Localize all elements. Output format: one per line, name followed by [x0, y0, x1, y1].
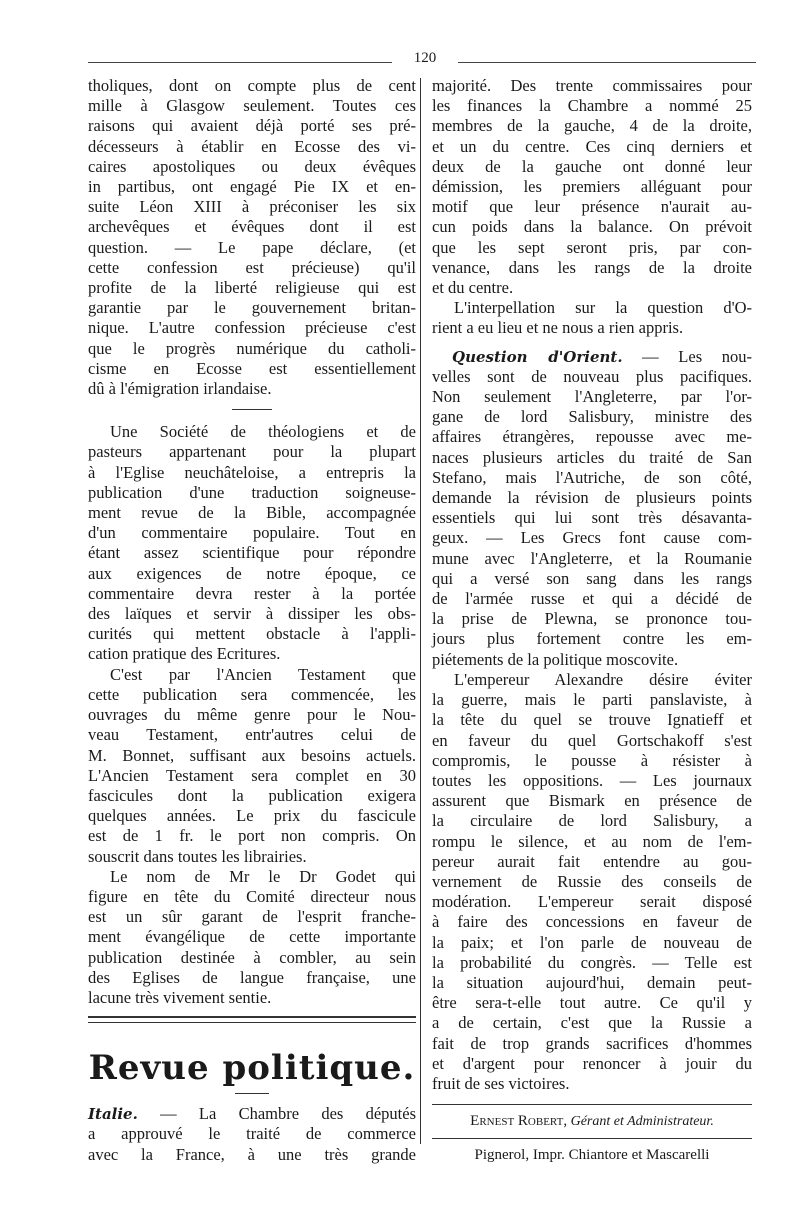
text-line: L'empereur Alexandre désire éviter [454, 669, 752, 689]
printer-rule [432, 1138, 752, 1139]
text-line: démission, les premiers alléguant pour [432, 177, 752, 197]
text-line: étant assez scientifique pour répondre [88, 543, 416, 563]
orient-line: gane de lord Salisbury, ministre des [432, 407, 752, 427]
orient-line: naces plusieurs articles du traité de San [432, 447, 752, 467]
printer-line: Pignerol, Impr. Chiantore et Mascarelli [474, 1147, 710, 1164]
orient-line: la prise de Plewna, se prononce tou- [432, 609, 752, 629]
text-line: in partibus, ont engagé Pie IX et en- [88, 177, 416, 197]
orient-line: — Les nou- [622, 346, 752, 366]
text-line: dû à l'émigration irlandaise. [88, 379, 272, 399]
text-line: Une Société de théologiens et de [110, 422, 416, 442]
orient-line: demande la révision de plusieurs points [432, 488, 752, 508]
text-line: fruit de ses victoires. [432, 1073, 570, 1093]
text-line: curités qui mettent obstacle à l'appli- [88, 624, 416, 644]
text-line: ment revue de la Bible, accompagnée [88, 503, 416, 523]
italie-line: a approuvé le traité de commerce [88, 1124, 416, 1144]
text-line: mille à Glasgow seulement. Toutes ces [88, 96, 416, 116]
signature [432, 1111, 752, 1132]
text-line: à l'Eglise neuchâteloise, a entrepris la [88, 462, 416, 482]
section-separator [232, 409, 272, 410]
text-line: motif que leur présence n'aurait au- [432, 197, 752, 217]
text-line: profite de la liberté religieuse qui est [88, 278, 416, 298]
orient-label: Question d'Orient. [452, 347, 623, 366]
text-line: commentaire devra rester à la portée [88, 583, 416, 603]
text-line: suite Léon XIII à préconiser les six [88, 197, 416, 217]
text-line: cun poids dans la balance. On prévoit [432, 217, 752, 237]
left-column [88, 76, 416, 1165]
signature-name: Ernest Robert, [470, 1113, 568, 1130]
text-line: a de certain, c'est que la Russie a [432, 1013, 752, 1033]
text-line: tholiques, dont on compte plus de cent [88, 76, 416, 95]
text-line: la probabilité du congrès. — Telle est [432, 952, 752, 972]
text-line: des laïques et servir à dissiper les obs- [88, 604, 416, 624]
orient-line: de l'armée russe et qui a décidé de [432, 589, 752, 609]
text-line: des Eglises de langue française, une [88, 967, 416, 987]
text-line: figure en tête du Comité directeur nous [88, 886, 416, 906]
text-line: L'interpellation sur la question d'O- [454, 298, 752, 318]
column-divider [420, 78, 421, 1144]
text-line: fascicules dont la publication exigera [88, 785, 416, 805]
title-rule [235, 1093, 269, 1094]
orient-line: velles sont de nouveau plus pacifiques. [432, 366, 752, 386]
paragraph-alexandre [432, 670, 752, 1094]
section-title: Revue politique. [88, 1048, 416, 1089]
paragraph-orient [432, 347, 752, 670]
italie-line: — La Chambre des députés [137, 1104, 416, 1124]
paragraph-bible-translation [88, 422, 416, 664]
text-line: Le nom de Mr le Dr Godet qui [110, 866, 416, 886]
text-line: en faveur du quel Gortschakoff s'est [432, 730, 752, 750]
text-line: nique. L'autre confession précieuse c'est [88, 318, 416, 338]
italie-label: Italie. [88, 1105, 138, 1124]
text-line: cisme en Ecosse est essentiellement [88, 358, 416, 378]
text-line: que les sept seront pris, par con- [432, 237, 752, 257]
text-line: la situation aujourd'hui, demain peut- [432, 972, 752, 992]
text-line: assurent que Bismark en présence de [432, 791, 752, 811]
text-line: modération. L'empereur serait disposé [432, 892, 752, 912]
text-line: rompu le silence, et au nom de l'em- [432, 831, 752, 851]
paragraph-scotland [88, 76, 416, 399]
orient-line: essentiels qui lui sont très désavanta- [432, 508, 752, 528]
text-line: vernement de Russie des conseils de [432, 871, 752, 891]
signature-role: Gérant et Administrateur. [567, 1114, 714, 1130]
double-rule [88, 1016, 416, 1023]
text-line: publication destinée à combler, au sein [88, 947, 416, 967]
orient-line: jours plus fortement contre les em- [432, 629, 752, 649]
text-line: toutes les oppositions. — Les journaux [432, 770, 752, 790]
italie-line: avec la France, à une très grande [88, 1144, 416, 1164]
text-line: aux exigences de notre époque, ce [88, 563, 416, 583]
text-line: cette confession est précieuse) qu'il [88, 257, 416, 277]
text-line: est un sûr garant de l'esprit franche- [88, 907, 416, 927]
text-line: question. — Le pape déclare, (et [88, 237, 416, 257]
orient-line: affaires étrangères, repousse avec me- [432, 427, 752, 447]
text-line: pereur aurait fait entendre au gou- [432, 851, 752, 871]
orient-line: Non seulement l'Angleterre, par l'or- [432, 387, 752, 407]
text-line: cation pratique des Ecritures. [88, 644, 281, 664]
text-line: souscrit dans toutes les librairies. [88, 846, 307, 866]
text-line: et du centre. [432, 278, 514, 298]
text-line: L'Ancien Testament sera complet en 30 [88, 765, 416, 785]
text-line: et d'argent pour renoncer à jouir du [432, 1053, 752, 1073]
text-line: la circulaire de lord Salisbury, a [432, 811, 752, 831]
text-line: rient a eu lieu et ne nous a rien appris. [432, 318, 684, 338]
text-line: décesseurs à établir en Ecosse des vi- [88, 136, 416, 156]
orient-line: mune avec l'Angleterre, et la Roumanie [432, 548, 752, 568]
orient-line: piétements de la politique moscovite. [432, 649, 679, 669]
text-line: publication d'une traduction soigneuse- [88, 482, 416, 502]
text-line: venance, dans les rangs de la droite [432, 257, 752, 277]
text-line: fait de trop grands sacrifices d'hommes [432, 1033, 752, 1053]
text-line: les finances la Chambre a nommé 25 [432, 96, 752, 116]
orient-line: geux. — Les Grecs font cause com- [432, 528, 752, 548]
paragraph-italie [88, 1104, 416, 1165]
text-line: compromis, le pousse à résister à [432, 750, 752, 770]
text-line: d'un commentaire populaire. Tout en [88, 523, 416, 543]
paragraph-chamber [432, 76, 752, 298]
paragraph-ancient-testament [88, 665, 416, 867]
text-line: quelques années. Le prix du fascicule [88, 806, 416, 826]
text-line: pasteurs appartenant pour la plupart [88, 442, 416, 462]
text-line: être sera-t-elle tout autre. Ce qu'il y [432, 993, 752, 1013]
text-line: garantie par le gouvernement britan- [88, 298, 416, 318]
text-line: la paix; et l'on parle de nouveau de [432, 932, 752, 952]
text-line: M. Bonnet, suffisant aux besoins actuels. [88, 745, 416, 765]
text-line: membres de la gauche, 4 de la droite, [432, 116, 752, 136]
text-line: veau Testament, entr'autres celui de [88, 725, 416, 745]
right-column [432, 76, 752, 1165]
text-line: et un du centre. Ces cinq derniers et [432, 136, 752, 156]
text-line: archevêques et évêques dont il est [88, 217, 416, 237]
orient-line: Stefano, mais l'Autriche, de son côté, [432, 467, 752, 487]
text-line: la tête du quel se trouve Ignatieff et [432, 710, 752, 730]
text-line: ment évangélique de cette importante [88, 927, 416, 947]
text-line: caires apostoliques ou deux évêques [88, 156, 416, 176]
text-line: lacune très vivement sentie. [88, 987, 272, 1007]
paragraph-godet [88, 867, 416, 1008]
text-line: à faire des concessions en faveur de [432, 912, 752, 932]
text-line: majorité. Des trente commissaires pour [432, 76, 752, 95]
paragraph-interpellation [432, 298, 752, 338]
signature-rule [432, 1104, 752, 1105]
page-number: 120 [392, 50, 458, 67]
orient-line: qui a versé son sang dans les rangs [432, 568, 752, 588]
text-line: C'est par l'Ancien Testament que [110, 664, 416, 684]
text-line: ouvrages du même genre pour le Nou- [88, 705, 416, 725]
text-line: la guerre, mais le parti panslaviste, à [432, 690, 752, 710]
text-line: cette publication sera commencée, les [88, 684, 416, 704]
text-line: est de 1 fr. le port non compris. On [88, 826, 416, 846]
text-line: raisons qui avaient déjà porté ses pré- [88, 116, 416, 136]
text-line: que le progrès numérique du catholi- [88, 338, 416, 358]
text-line: deux de la gauche ont donné leur [432, 156, 752, 176]
